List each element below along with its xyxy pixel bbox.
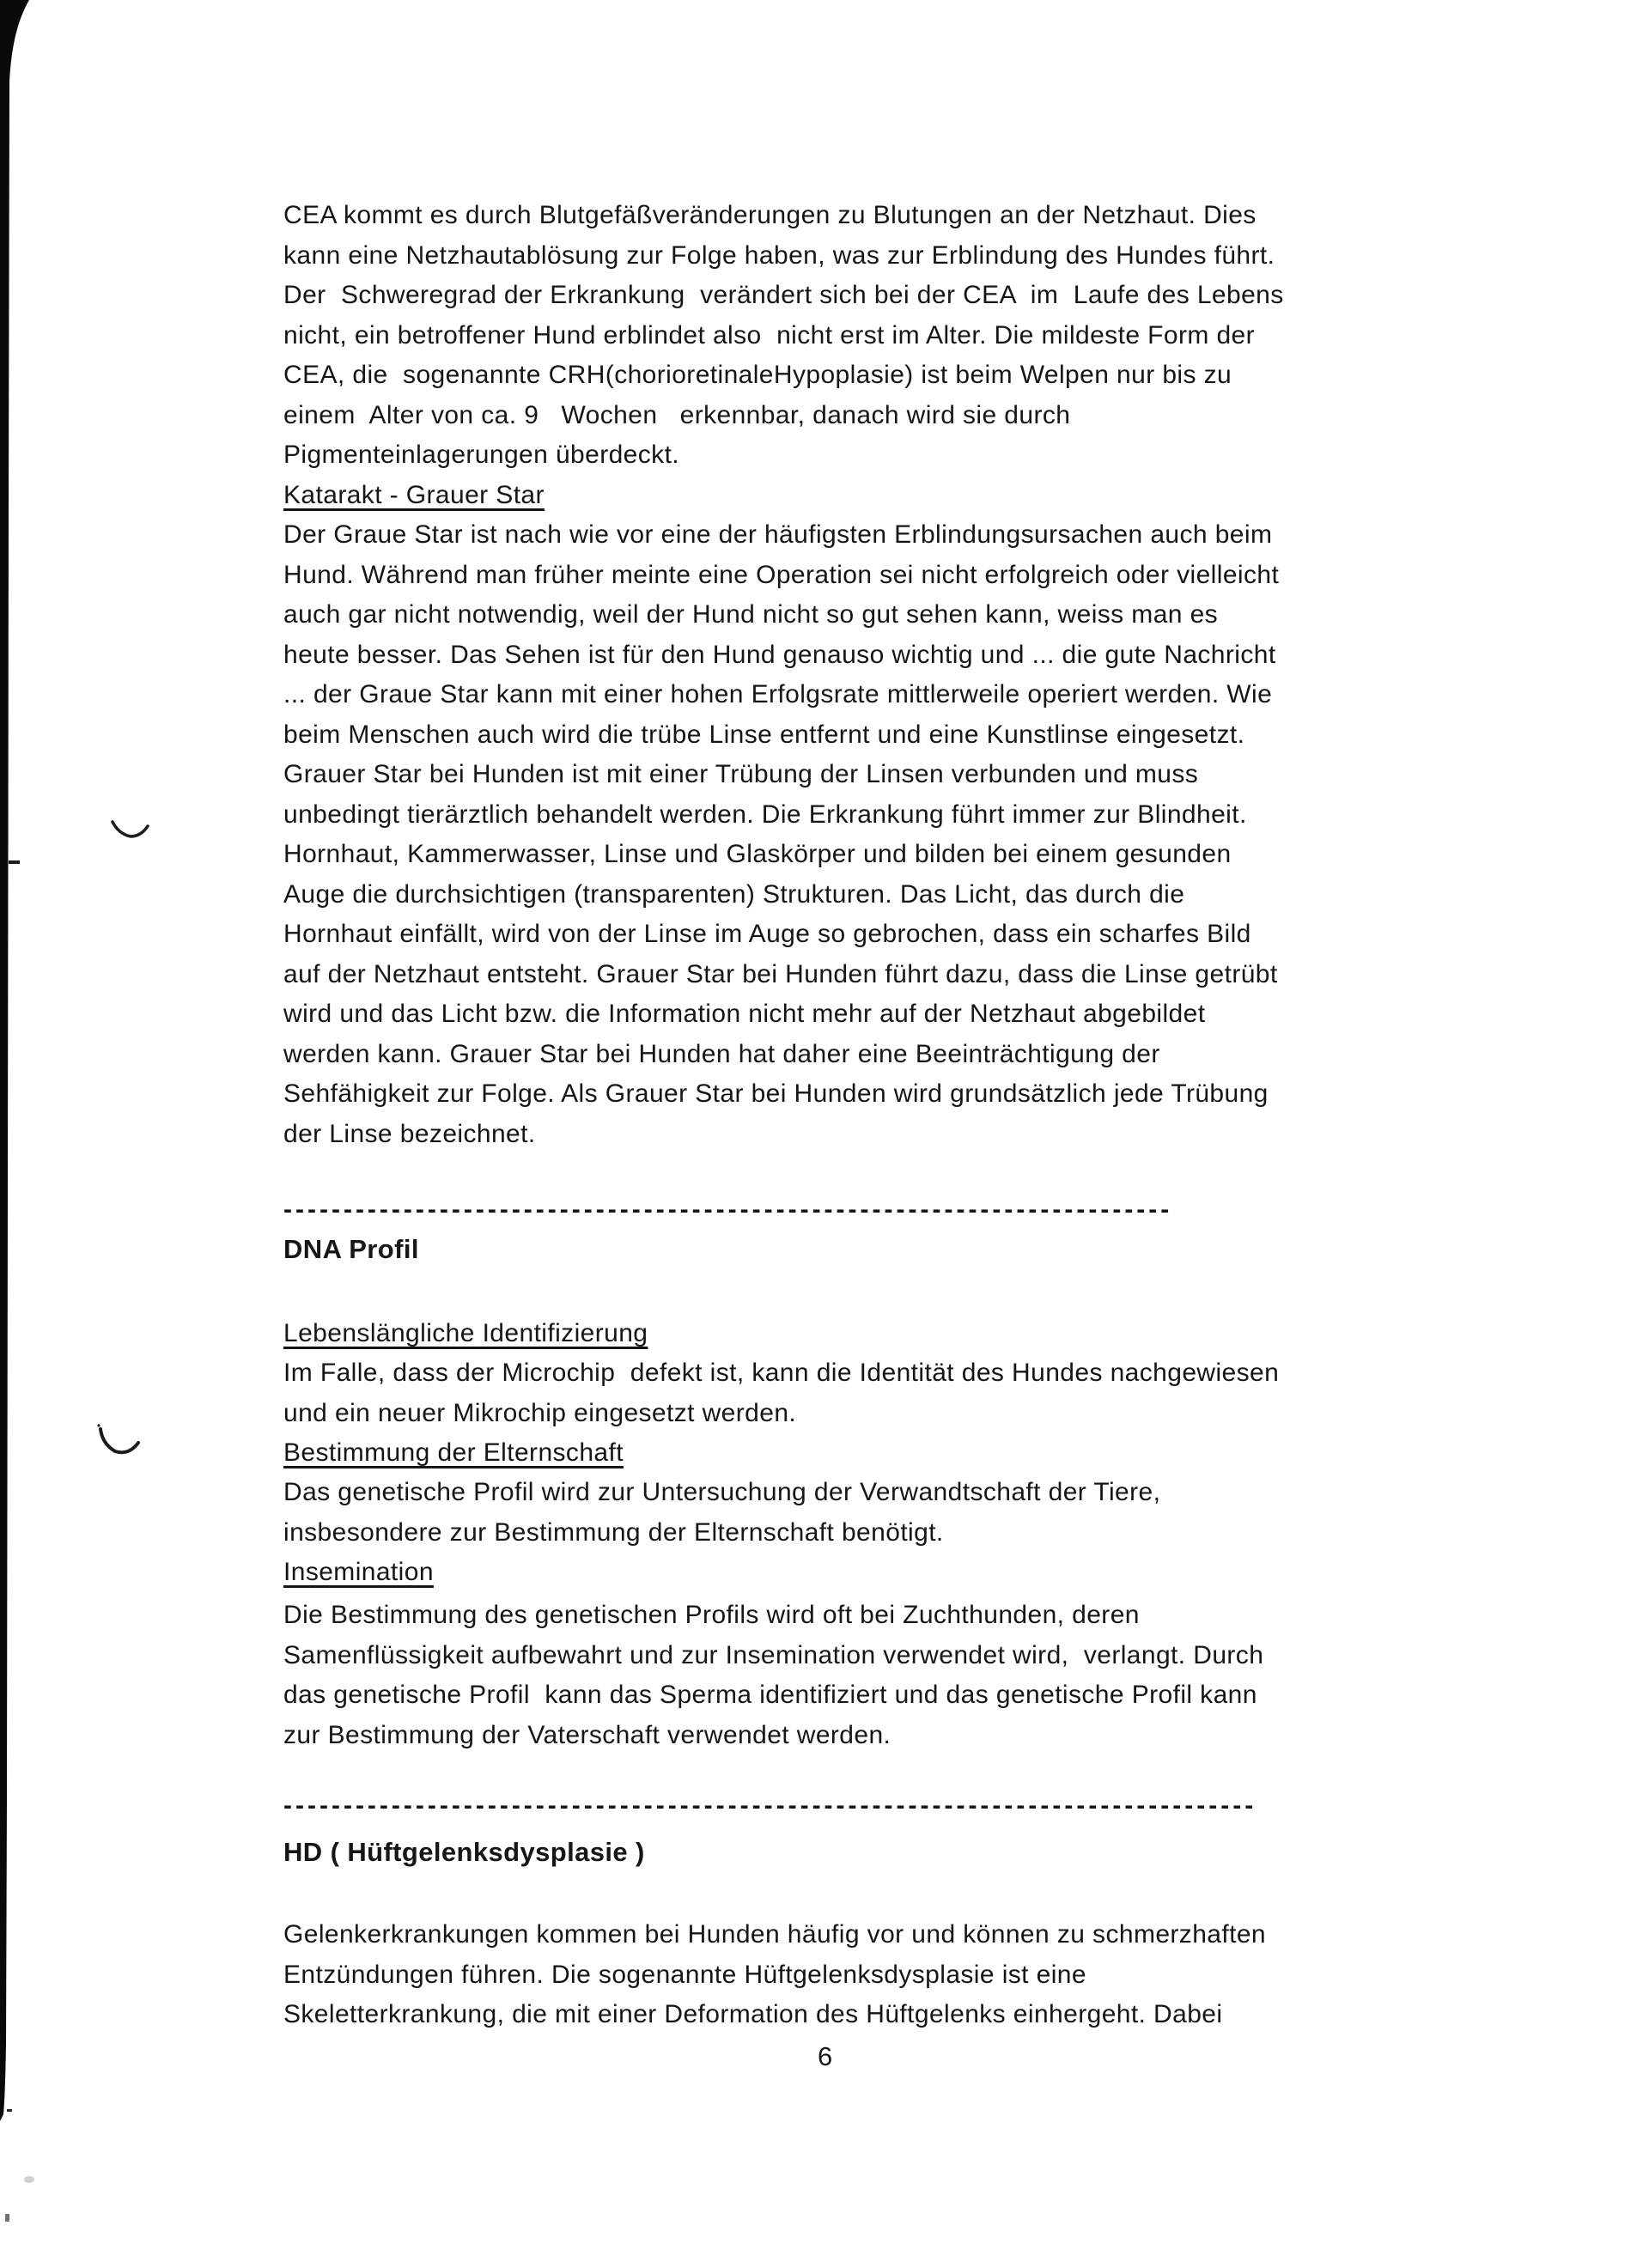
heading-katarakt-label: Katarakt - Grauer Star: [283, 481, 545, 509]
margin-pen-marks: [0, 0, 189, 2268]
text-line: Auge die durchsichtigen (transparenten) Strukturen. Das Licht, das durch die: [283, 879, 1185, 909]
heading-dna-profil: [283, 1230, 419, 1271]
text-line: ... der Graue Star kann mit einer hohen Erfolgsrate mittlerweile operiert werden. Wie: [283, 680, 1273, 708]
paragraph-identifizierung: [283, 1353, 1279, 1433]
heading-dna-profil-label: DNA Profil: [283, 1234, 419, 1264]
text-line: kann eine Netzhautablösung zur Folge haben, was zur Erblindung des Hundes führt.: [283, 240, 1275, 270]
text-line: Das genetische Profil wird zur Untersuchung der Verwandtschaft der Tiere,: [283, 1478, 1161, 1506]
subheading-elternschaft: [283, 1433, 624, 1474]
text-line: Sehfähigkeit zur Folge. Als Grauer Star bei Hunden wird grundsätzlich jede Trübung: [283, 1079, 1269, 1108]
text-line: Hund. Während man früher meinte eine Operation sei nicht erfolgreich oder vielleicht: [283, 560, 1280, 589]
text-line: beim Menschen auch wird die trübe Linse entfernt und eine Kunstlinse eingesetzt.: [283, 720, 1245, 749]
scanner-edge-artifact: [0, 0, 52, 2268]
text-line: werden kann. Grauer Star bei Hunden hat daher eine Beeinträchtigung der: [283, 1039, 1160, 1068]
text-line: Skeletterkrankung, die mit einer Deformation des Hüftgelenks einhergeht. Dabei: [283, 2000, 1223, 2028]
text-line: auf der Netzhaut entsteht. Grauer Star bei Hunden führt dazu, dass die Linse getrübt: [283, 959, 1278, 988]
text-line: heute besser. Das Sehen ist für den Hund genauso wichtig und ... die gute Nachricht: [283, 640, 1276, 669]
heading-hd-label: HD ( Hüftgelenksdysplasie ): [283, 1837, 645, 1867]
text-line: und ein neuer Mikrochip eingesetzt werden.: [283, 1398, 797, 1427]
subheading-insemination: [283, 1553, 434, 1593]
text-line: Entzündungen führen. Die sogenannte Hüftgelenksdysplasie ist eine: [283, 1960, 1086, 1989]
text-line: Die Bestimmung des genetischen Profils wird oft bei Zuchthunden, deren: [283, 1601, 1140, 1629]
page-number: 6: [818, 2041, 833, 2071]
text-line: der Linse bezeichnet.: [283, 1119, 536, 1148]
section-divider-2: ---------------------------------------------------------------------------------: [283, 1791, 1257, 1820]
paragraph-hd: [283, 1915, 1266, 2035]
text-line: Im Falle, dass der Microchip defekt ist, kann die Identität des Hundes nachgewiesen: [283, 1359, 1280, 1387]
heading-katarakt: [283, 476, 545, 516]
text-line: wird und das Licht bzw. die Information nicht mehr auf der Netzhaut abgebildet: [283, 1000, 1206, 1028]
text-line: Pigmenteinlagerungen überdeckt.: [283, 441, 680, 469]
text-line: zur Bestimmung der Vaterschaft verwendet werden.: [283, 1720, 891, 1749]
paragraph-elternschaft: [283, 1473, 1160, 1553]
text-line: insbesondere zur Bestimmung der Elternschaft benötigt.: [283, 1517, 944, 1547]
text-line: das genetische Profil kann das Sperma identifiziert und das genetische Profil kann: [283, 1681, 1257, 1709]
margin-pen-mark-2: [100, 1429, 138, 1452]
text-line: Grauer Star bei Hunden ist mit einer Trübung der Linsen verbunden und muss: [283, 760, 1199, 788]
subheading-identifizierung-label: Lebenslängliche Identifizierung: [283, 1319, 648, 1347]
section-divider-1: --------------------------------------------------------------------------: [283, 1195, 1173, 1224]
text-line: Der Schweregrad der Erkrankung verändert sich bei der CEA im Laufe des Lebens: [283, 281, 1284, 309]
margin-pen-mark-1: [113, 822, 148, 836]
text-line: CEA, die sogenannte CRH(chorioretinaleHypoplasie) ist beim Welpen nur bis zu: [283, 361, 1232, 389]
text-line: Samenflüssigkeit aufbewahrt und zur Insemination verwendet wird, verlangt. Durch: [283, 1640, 1264, 1669]
subheading-elternschaft-label: Bestimmung der Elternschaft: [283, 1438, 624, 1467]
heading-hd: [283, 1833, 645, 1874]
subheading-insemination-label: Insemination: [283, 1558, 434, 1586]
text-line: Hornhaut einfällt, wird von der Linse im Auge so gebrochen, dass ein scharfes Bild: [283, 920, 1251, 948]
text-line: Gelenkerkrankungen kommen bei Hunden häufig vor und können zu schmerzhaften: [283, 1920, 1267, 1949]
text-line: unbedingt tierärztlich behandelt werden. Die Erkrankung führt immer zur Blindheit.: [283, 800, 1247, 829]
text-line: CEA kommt es durch Blutgefäßveränderungen zu Blutungen an der Netzhaut. Dies: [283, 201, 1257, 229]
paragraph-cea: [283, 196, 1284, 476]
text-line: Der Graue Star ist nach wie vor eine der häufigsten Erblindungsursachen auch beim: [283, 520, 1273, 549]
text-line: Hornhaut, Kammerwasser, Linse und Glaskörper und bilden bei einem gesunden: [283, 840, 1232, 868]
subheading-identifizierung: [283, 1314, 648, 1354]
text-line: einem Alter von ca. 9 Wochen erkennbar, danach wird sie durch: [283, 400, 1071, 429]
text-line: auch gar nicht notwendig, weil der Hund nicht so gut sehen kann, weiss man es: [283, 600, 1219, 629]
paragraph-insemination: [283, 1596, 1263, 1755]
text-line: nicht, ein betroffener Hund erblindet also nicht erst im Alter. Die mildeste Form der: [283, 320, 1256, 350]
paragraph-grauer-star: [283, 515, 1279, 1154]
